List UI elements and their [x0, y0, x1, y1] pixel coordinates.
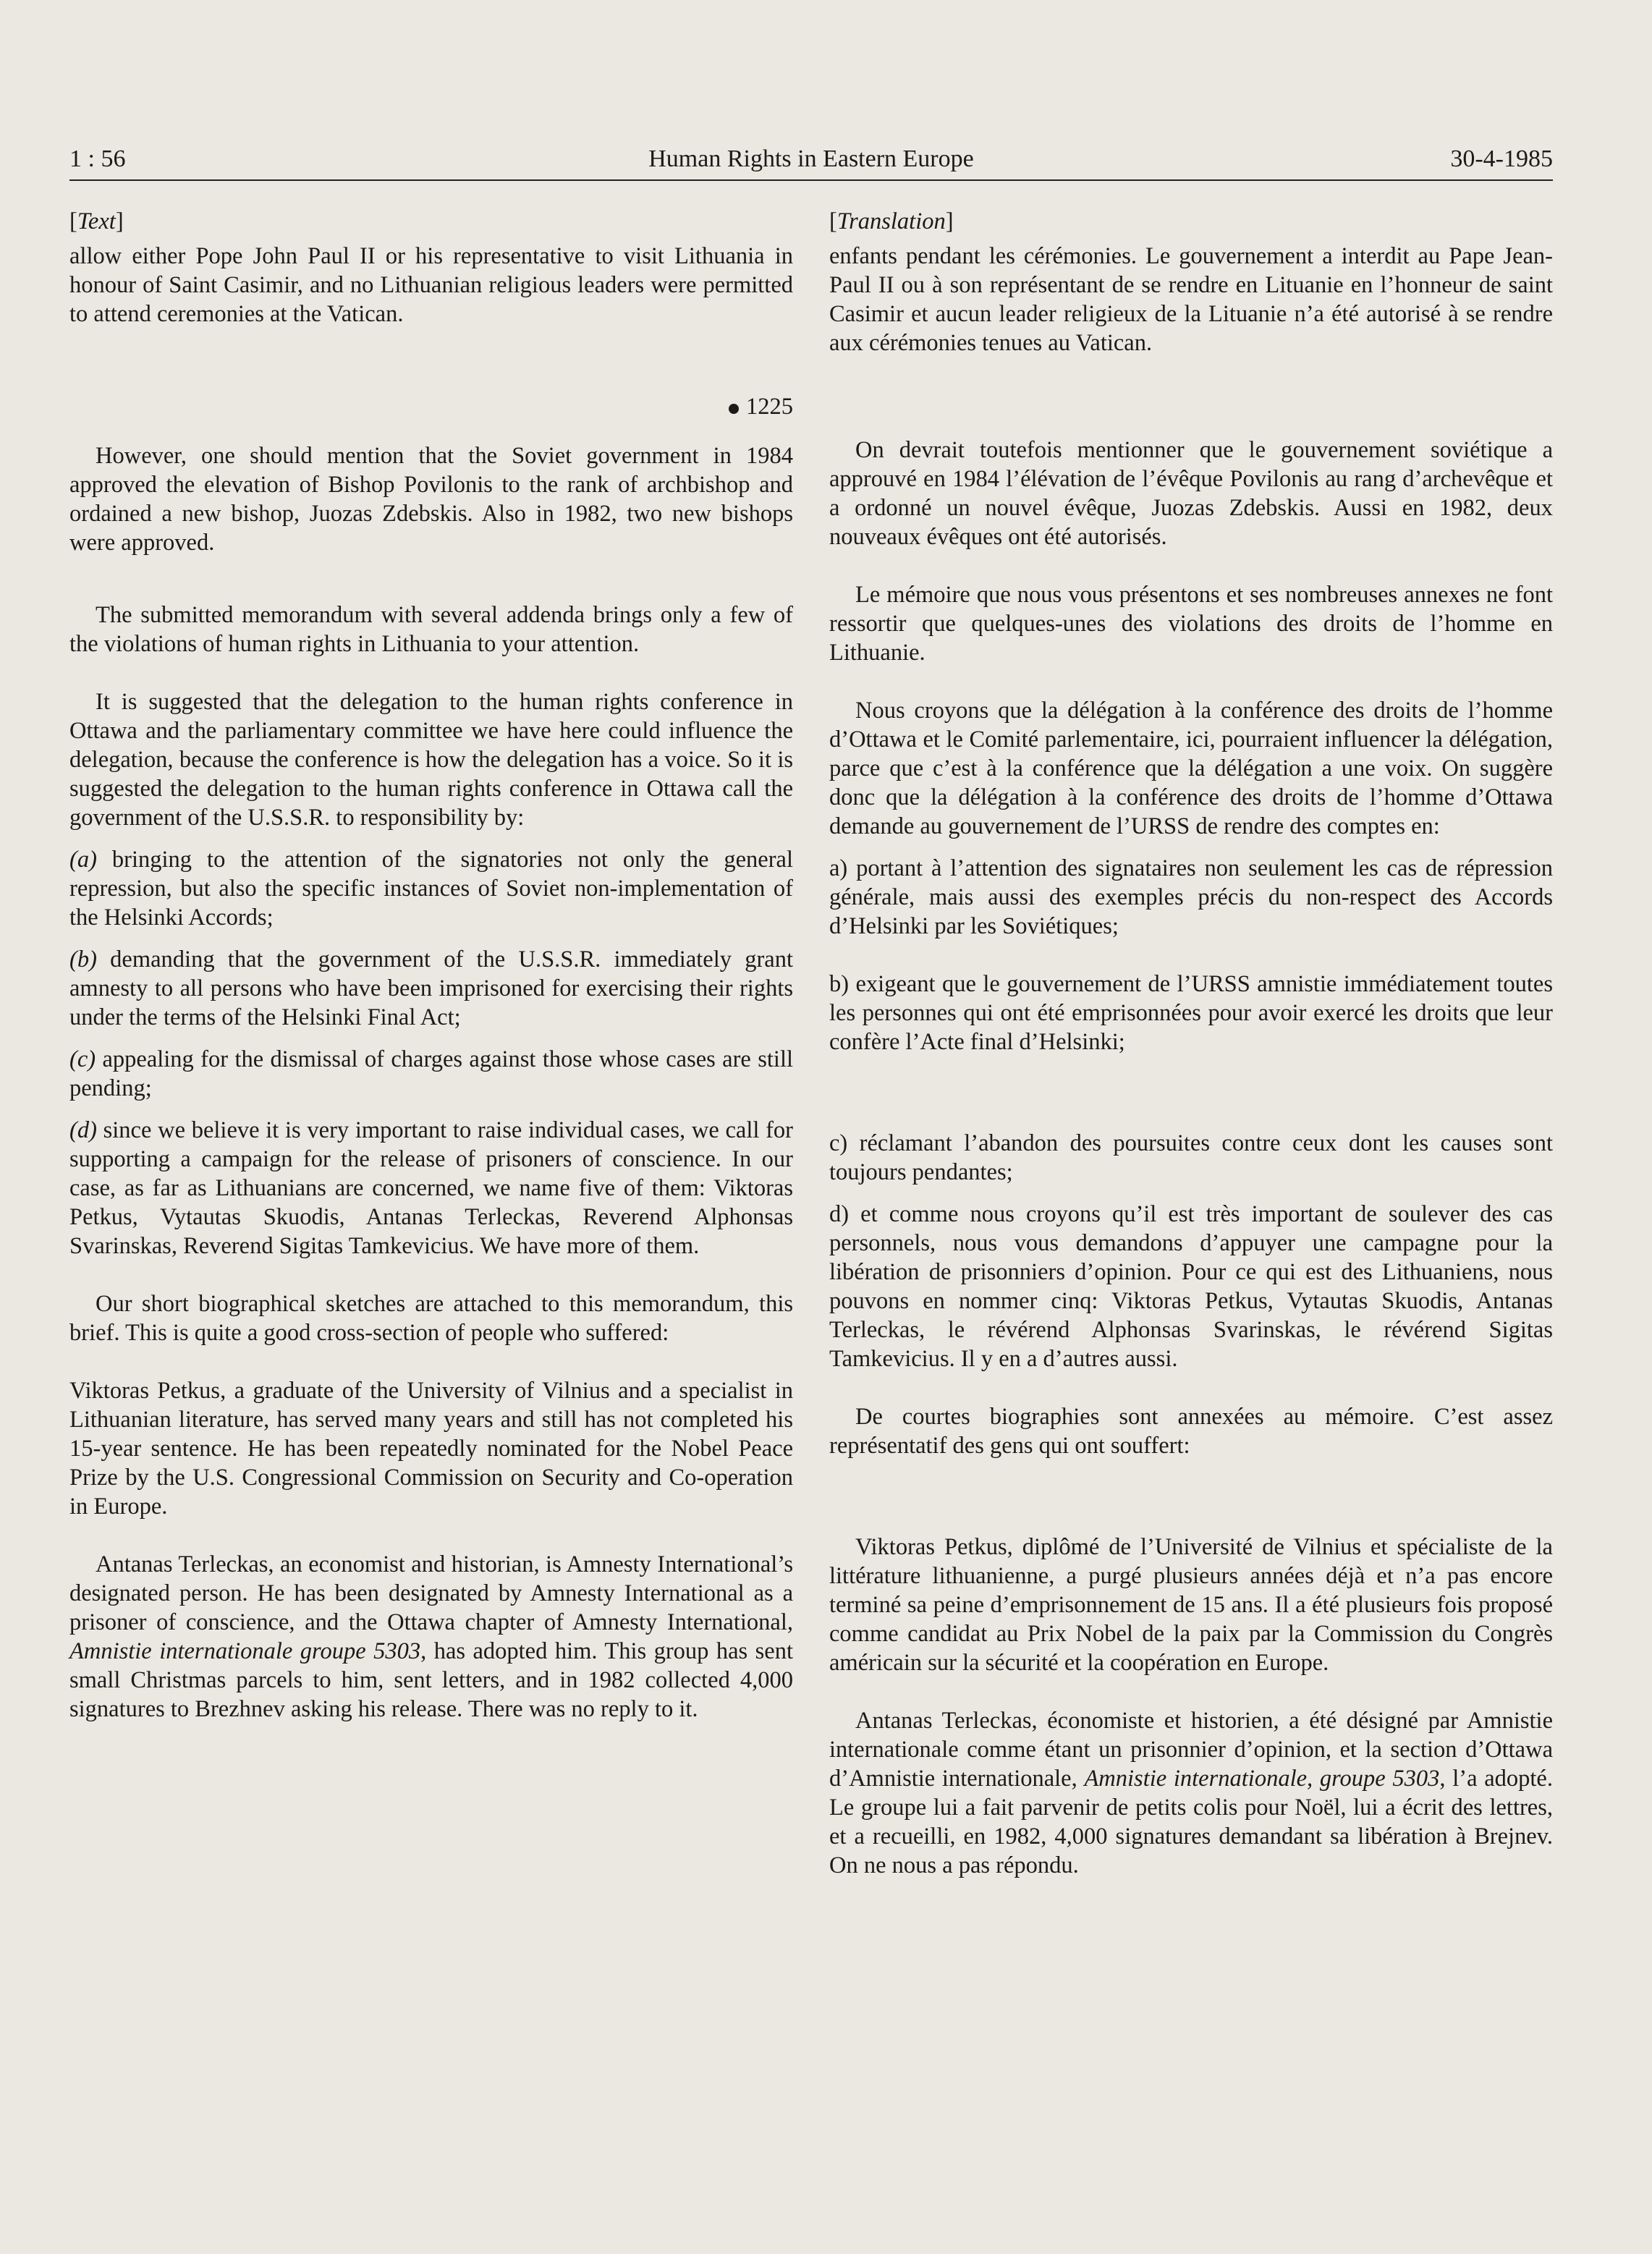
- paragraph: On devrait toutefois mentionner que le gouvernement soviétique a approuvé en 1984 l’élévation de l’évêque Povilonis au rang d’archevêque et a ordonné un nouvel évêque, Juozas Zdebskis. Aussi en 1982, deux nouveaux évêques ont été autorisés.: [829, 437, 1553, 550]
- column-label: [Text]: [69, 208, 124, 234]
- paragraph: Antanas Terleckas, an economist and historian, is Amnesty International’s designated person. He has been designated by Amnesty International as a prisoner of conscience, and the Ottawa chapter of Amnesty International, Amnistie internationale groupe 5303, has adopted him. This group has sent small Christmas parcels to him, sent letters, and in 1982 collected 4,000 signatures to Brezhnev asking his release. There was no reply to it.: [69, 1551, 794, 1722]
- bullet-icon: [729, 404, 739, 414]
- list-item: d) et comme nous croyons qu’il est très important de soulever des cas personnels, nous vous demandons d’appuyer une campagne pour la libération de prisonniers d’opinion. Pour ce qui est des Lithuaniens, nous pouvons en nommer cinq: Viktoras Petkus, Vytautas Skuodis, Antanas Terleckas, le révérend Alphonsas Svarinskas, le révérend Sigitas Tamkevicius. Il y en a d’autres aussi.: [829, 1201, 1553, 1372]
- paragraph: Viktoras Petkus, diplômé de l’Université de Vilnius et spécialiste de la littérature lithuanienne, a purgé plusieurs années déjà et n’a pas encore terminé sa peine d’emprisonnement de 15 ans. Il a été plusieurs fois proposé comme candidat au Prix Nobel de la paix par la Commission du Congrès américain sur la sécurité et la coopération en Europe.: [829, 1534, 1553, 1676]
- paragraph: Nous croyons que la délégation à la conférence des droits de l’homme d’Ottawa et le Comité parlementaire, ici, pourraient influencer la délégation, parce que c’est à la conférence que la délégation a une voix. On suggère donc que la délégation à la conférence des droits de l’homme d’Ottawa demande au gouvernement de l’URSS de rendre des comptes en:: [829, 698, 1553, 839]
- page-number: 1 : 56: [69, 145, 126, 172]
- paragraph: Viktoras Petkus, a graduate of the University of Vilnius and a specialist in Lithuanian literature, has served many years and still has not completed his 15-year sentence. He has been repeatedly nominated for the Nobel Peace Prize by the U.S. Congressional Commission on Security and Co-operation in Europe.: [69, 1378, 793, 1520]
- paragraph: Antanas Terleckas, économiste et historien, a été désigné par Amnistie internationale comme étant un prisonnier d’opinion, et la section d’Ottawa d’Amnistie internationale, Amnistie internationale, groupe 5303, l’a adopté. Le groupe lui a fait parvenir de petits colis pour Noël, lui a écrit des lettres, et a recueilli, en 1982, 4,000 signatures demandant sa libération à Brejnev. On ne nous a pas répondu.: [829, 1708, 1553, 1878]
- french-column: [829, 207, 1553, 1880]
- running-title: Human Rights in Eastern Europe: [648, 145, 974, 172]
- paragraph: It is suggested that the delegation to the human rights conference in Ottawa and the parliamentary committee we have here could influence the delegation, because the conference is how the delegation has a voice. So it is suggested the delegation to the human rights conference in Ottawa call the government of the U.S.S.R. to responsibility by:: [69, 689, 793, 831]
- paragraph: De courtes biographies sont annexées au mémoire. C’est assez représentatif des gens qui ont souffert:: [829, 1404, 1553, 1459]
- column-label: [Translation]: [829, 208, 954, 234]
- list-item: a) portant à l’attention des signataires non seulement les cas de répression générale, mais aussi des exemples précis du non-respect des Accords d’Helsinki par les Soviétiques;: [829, 855, 1553, 939]
- paragraph: The submitted memorandum with several addenda brings only a few of the violations of human rights in Lithuania to your attention.: [69, 602, 793, 657]
- paragraph: enfants pendant les cérémonies. Le gouvernement a interdit au Pape Jean-Paul II ou à son représentant de se rendre en Lituanie en l’honneur de saint Casimir et aucun leader religieux de la Lituanie n’a été autorisé à se rendre aux cérémonies tenues au Vatican.: [829, 243, 1553, 356]
- paragraph: Le mémoire que nous vous présentons et ses nombreuses annexes ne font ressortir que quelques-unes des violations des droits de l’homme en Lithuanie.: [829, 582, 1553, 666]
- proceedings-marker: 1225: [69, 392, 793, 421]
- page-header: [69, 137, 1553, 181]
- header-rule: [69, 179, 1553, 181]
- list-item: b) exigeant que le gouvernement de l’URSS amnistie immédiatement toutes les personnes qui ont été emprisonnées pour avoir exercé les droits que leur confère l’Acte final d’Helsinki;: [829, 971, 1553, 1055]
- list-item: (a) bringing to the attention of the signatories not only the general repression, but also the specific instances of Soviet non-implementation of the Helsinki Accords;: [69, 847, 794, 931]
- list-item: c) réclamant l’abandon des poursuites contre ceux dont les causes sont toujours pendantes;: [829, 1130, 1553, 1185]
- list-item: (c) appealing for the dismissal of charges against those whose cases are still pending;: [69, 1046, 794, 1101]
- paragraph: allow either Pope John Paul II or his representative to visit Lithuania in honour of Saint Casimir, and no Lithuanian religious leaders were permitted to attend ceremonies at the Vatican.: [69, 243, 793, 327]
- paragraph: However, one should mention that the Soviet government in 1984 approved the elevation of Bishop Povilonis to the rank of archbishop and ordained a new bishop, Juozas Zdebskis. Also in 1982, two new bishops were approved.: [69, 443, 793, 556]
- english-column: [69, 207, 793, 1724]
- list-item: (b) demanding that the government of the U.S.S.R. immediately grant amnesty to all persons who have been imprisoned for exercising their rights under the terms of the Helsinki Final Act;: [69, 946, 793, 1030]
- list-item: (d) since we believe it is very important to raise individual cases, we call for supporting a campaign for the release of prisoners of conscience. In our case, as far as Lithuanians are concerned, we name five of them: Viktoras Petkus, Vytautas Skuodis, Antanas Terleckas, Reverend Alphonsas Svarinskas, Reverend Sigitas Tamkevicius. We have more of them.: [69, 1117, 793, 1259]
- paragraph: Our short biographical sketches are attached to this memorandum, this brief. This is quite a good cross-section of people who suffered:: [69, 1291, 793, 1346]
- page-date: 30-4-1985: [1450, 145, 1553, 172]
